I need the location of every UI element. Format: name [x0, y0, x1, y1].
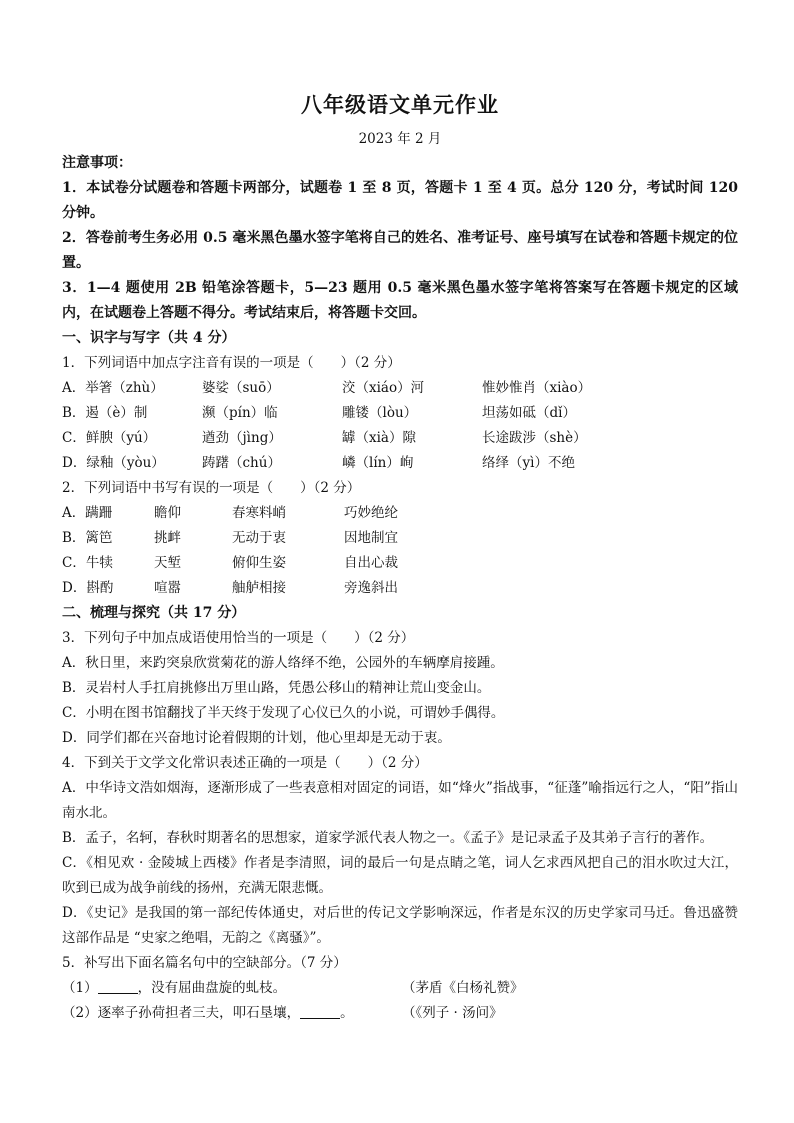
- page-title: 八年级语文单元作业: [301, 92, 499, 117]
- sentence-part: 。: [340, 1005, 354, 1021]
- option-cell: 旁逸斜出: [344, 580, 398, 596]
- option-cell: B．篱笆: [62, 530, 113, 546]
- option-cell: C．牛犊: [62, 555, 113, 571]
- option-cell: 濒（pín）临: [202, 405, 278, 421]
- q1-option-row: [62, 376, 738, 401]
- option-cell: 雕镂（lòu）: [342, 405, 418, 421]
- exam-date: 2023 年 2 月: [358, 131, 442, 147]
- answer-blank: [98, 979, 138, 994]
- section-heading: 一、识字与写字（共 4 分）: [62, 330, 236, 346]
- option-cell: A．举箸（zhù）: [62, 380, 164, 396]
- sentence-part: ，没有屈曲盘旋的虬枝。: [137, 980, 287, 996]
- exam-page: [62, 90, 738, 1026]
- q4-option: B．孟子，名轲，春秋时期著名的思想家，道家学派代表人物之一。《孟子》是记录孟子及其弟子言行的著作。: [62, 830, 714, 846]
- note-item: 1．本试卷分试题卷和答题卡两部分，试题卷 1 至 8 页，答题卡 1 至 4 页。总分 120 分，考试时间 120 分钟。: [62, 180, 738, 221]
- q5-source: （《列子 · 汤问》: [402, 1005, 503, 1021]
- option-cell: 络绎（yì）不绝: [482, 455, 575, 471]
- question-stem: 2．下列词语中书写有误的一项是（ ）（2 分）: [62, 480, 361, 496]
- q5-item: [62, 976, 738, 1001]
- q2-option-row: [62, 501, 738, 526]
- option-cell: C．鲜腴（yú）: [62, 430, 157, 446]
- q4-option: D．《史记》是我国的第一部纪传体通史，对后世的传记文学影响深远，作者是东汉的历史学家司马迁。鲁迅盛赞这部作品是 “史家之绝唱，无韵之《离骚》”。: [62, 905, 738, 946]
- question-stem: 3．下列句子中加点成语使用恰当的一项是（ ）（2 分）: [62, 630, 415, 646]
- option-cell: 天堑: [154, 555, 181, 571]
- q5-source: （茅盾《白杨礼赞》: [402, 980, 524, 996]
- q5-item: [62, 1001, 738, 1026]
- q5-sentence: [62, 976, 402, 1001]
- option-cell: 无动于衷: [232, 530, 286, 546]
- option-cell: 罅（xià）隙: [342, 430, 416, 446]
- option-cell: D．绿釉（yòu）: [62, 455, 165, 471]
- q1-option-row: [62, 401, 738, 426]
- q3-option: A．秋日里，来趵突泉欣赏菊花的游人络绎不绝，公园外的车辆摩肩接踵。: [62, 655, 504, 671]
- q3-option: C．小明在图书馆翻找了半天终于发现了心仪已久的小说，可谓妙手偶得。: [62, 705, 505, 721]
- q3-option: B．灵岩村人手扛肩挑修出万里山路，凭愚公移山的精神让荒山变金山。: [62, 680, 491, 696]
- option-cell: 因地制宜: [344, 530, 398, 546]
- q1-option-row: [62, 451, 738, 476]
- option-cell: 踌躇（chú）: [202, 455, 281, 471]
- option-cell: 巧妙绝纶: [344, 505, 398, 521]
- q2-option-row: [62, 576, 738, 601]
- question-stem: 5．补写出下面名篇名句中的空缺部分。（7 分）: [62, 955, 347, 971]
- q4-option: A．中华诗文浩如烟海，逐渐形成了一些表意相对固定的词语，如“烽火”指战事，“征蓬”喻指远行之人，“阳”指山南水北。: [62, 780, 738, 821]
- option-cell: 婆娑（suō）: [202, 380, 280, 396]
- option-cell: 惟妙惟肖（xiào）: [482, 380, 592, 396]
- answer-blank: [300, 1004, 340, 1019]
- note-item: 2．答卷前考生务必用 0.5 毫米黑色墨水签字笔将自己的姓名、准考证号、座号填写在试卷和答题卡规定的位置。: [62, 230, 738, 271]
- sentence-part: （2）逐率子孙荷担者三夫，叩石垦壤，: [62, 1005, 301, 1021]
- option-cell: 瞻仰: [154, 505, 181, 521]
- option-cell: 喧嚣: [154, 580, 181, 596]
- q3-option: D．同学们都在兴奋地讨论着假期的计划，他心里却是无动于衷。: [62, 730, 451, 746]
- q5-sentence: [62, 1001, 402, 1026]
- option-cell: 长途跋涉（shè）: [482, 430, 587, 446]
- note-item: 3．1—4 题使用 2B 铅笔涂答题卡，5—23 题用 0.5 毫米黑色墨水签字笔将答案写在答题卡规定的区域内，在试题卷上答题不得分。考试结束后，将答题卡交回。: [62, 280, 738, 321]
- option-cell: B．遏（è）制: [62, 405, 148, 421]
- option-cell: 俯仰生姿: [232, 555, 286, 571]
- option-cell: 遒劲（jìng）: [202, 430, 282, 446]
- sentence-part: （1）: [62, 980, 98, 996]
- section-heading: 二、梳理与探究（共 17 分）: [62, 605, 246, 621]
- option-cell: 春寒料峭: [232, 505, 286, 521]
- q2-option-row: [62, 551, 738, 576]
- question-stem: 4．下到关于文学文化常识表述正确的一项是（ ）（2 分）: [62, 755, 428, 771]
- option-cell: D．斟酌: [62, 580, 114, 596]
- option-cell: 舳舻相接: [232, 580, 286, 596]
- option-cell: A．蹒跚: [62, 505, 113, 521]
- option-cell: 洨（xiáo）河: [342, 380, 425, 396]
- question-stem: 1．下列词语中加点字注音有误的一项是（ ）（2 分）: [62, 355, 401, 371]
- option-cell: 自出心裁: [344, 555, 398, 571]
- q2-option-row: [62, 526, 738, 551]
- q4-option: C．《相见欢 · 金陵城上西楼》作者是李清照，词的最后一句是点睛之笔，词人乞求西风把自己的泪水吹过大江，吹到已成为战争前线的扬州，充满无限悲慨。: [62, 855, 738, 896]
- notes-heading: 注意事项：: [62, 155, 132, 171]
- option-cell: 挑衅: [154, 530, 181, 546]
- q1-option-row: [62, 426, 738, 451]
- option-cell: 坦荡如砥（dǐ）: [482, 405, 576, 421]
- option-cell: 嶙（lín）峋: [342, 455, 414, 471]
